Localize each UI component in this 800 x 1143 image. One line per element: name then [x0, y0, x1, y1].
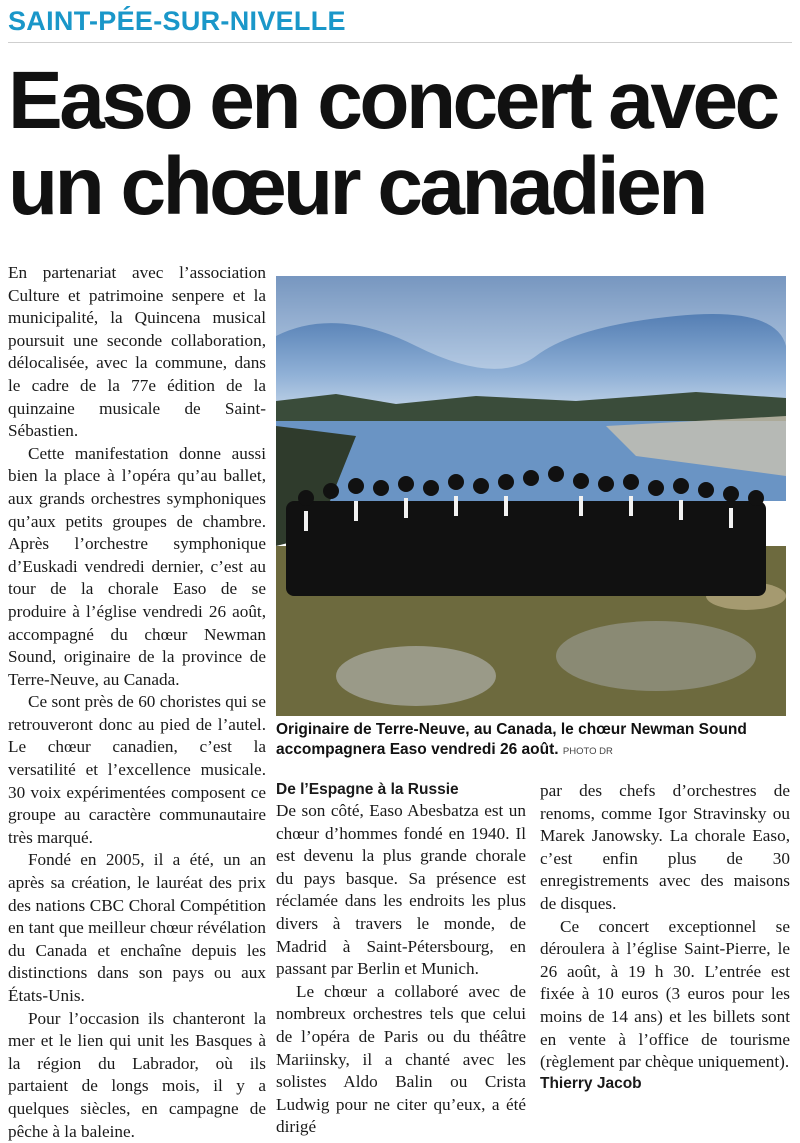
rock: [336, 646, 496, 706]
paragraph: En partenariat avec l’association Culture et patrimoine senpere et la municipalité, la Quincena musical poursuit une seconde collaboration, délocalisée, avec la commune, dans le cadre de la 77e édition de la quinzaine musicale de Saint-Sébastien.: [8, 263, 266, 441]
paragraph: Le chœur a collaboré avec de nombreux orchestres tels que celui de l’opéra de Paris ou du théâtre Mariinsky, il a chanté avec les solistes Aldo Balin ou Crista Ludwig pour ne citer qu’eux, a été dirigé: [276, 981, 526, 1137]
paragraph: Pour l’occasion ils chanteront la mer et le lien qui unit les Basques à la région du Labrador, où ils partaient de longs mois, il y a quelques siècles, en campagne de pêche à la baleine.: [8, 1008, 266, 1141]
paragraph: Fondé en 2005, il a été, un an après sa création, le lauréat des prix des nations CBC Choral Compétition en tant que meilleur chœur révélation du Canada et enchaîne depuis les distinctions dans son pays ou aux États-Unis.: [8, 850, 266, 1005]
choir-photo-illustration: [276, 276, 786, 716]
paragraph: Cette manifestation donne aussi bien la place à l’opéra qu’au ballet, aux grands orchestres symphoniques qu’aux petits groupes de chambre. Après l’orchestre symphonique d’Euskadi vendredi dernier, c’est au tour de la chorale Easo de se produire à l’église vendredi 26 août, accompagné du chœur Newman Sound, originaire de la province de Terre-Neuve, au Canada.: [8, 443, 266, 689]
paragraph: par des chefs d’orchestres de renoms, comme Igor Stravinsky ou Marek Janowsky. La chorale Easo, c’est enfin plus de 30 enregistrements avec des maisons de disques.: [540, 781, 790, 913]
section-subhead: De l’Espagne à la Russie: [276, 781, 459, 798]
paragraph: Ce concert exceptionnel se déroulera à l’église Saint-Pierre, le 26 août, à 19 h 30. L’entrée est fixée à 10 euros (3 euros pour les moins de 14 ans) et les billets sont en vente à l’office de tourisme (règlement par chèque uniquement).: [540, 916, 790, 1072]
author-byline: Thierry Jacob: [540, 1074, 642, 1092]
choir-photo: [276, 276, 786, 716]
article-column-1: [8, 262, 266, 1143]
article-headline: Easo en concert avec un chœur canadien: [8, 55, 777, 232]
article-column-3: [540, 780, 790, 1094]
photo-caption: [276, 720, 791, 762]
article-column-2: [276, 780, 526, 1139]
rock: [556, 621, 756, 691]
caption-text: Originaire de Terre-Neuve, au Canada, le chœur Newman Sound accompagnera Easo vendredi 26 août.: [276, 721, 747, 758]
paragraph: Ce sont près de 60 choristes qui se retrouveront donc au pied de l’autel. Le chœur canadien, c’est la versatilité et l’excellence musicale. 30 voix expérimentées composent ce groupe au caractère communautaire très marqué.: [8, 692, 266, 847]
section-kicker: SAINT-PÉE-SUR-NIVELLE: [8, 6, 792, 43]
paragraph: De son côté, Easo Abesbatza est un chœur d’hommes fondé en 1940. Il est devenu la plus grande chorale du pays basque. Sa présence est réclamée dans les endroits les plus divers à travers le monde, de Madrid à Saint-Pétersbourg, en passant par Berlin et Munich.: [276, 801, 526, 979]
photo-credit: PHOTO DR: [562, 746, 613, 757]
